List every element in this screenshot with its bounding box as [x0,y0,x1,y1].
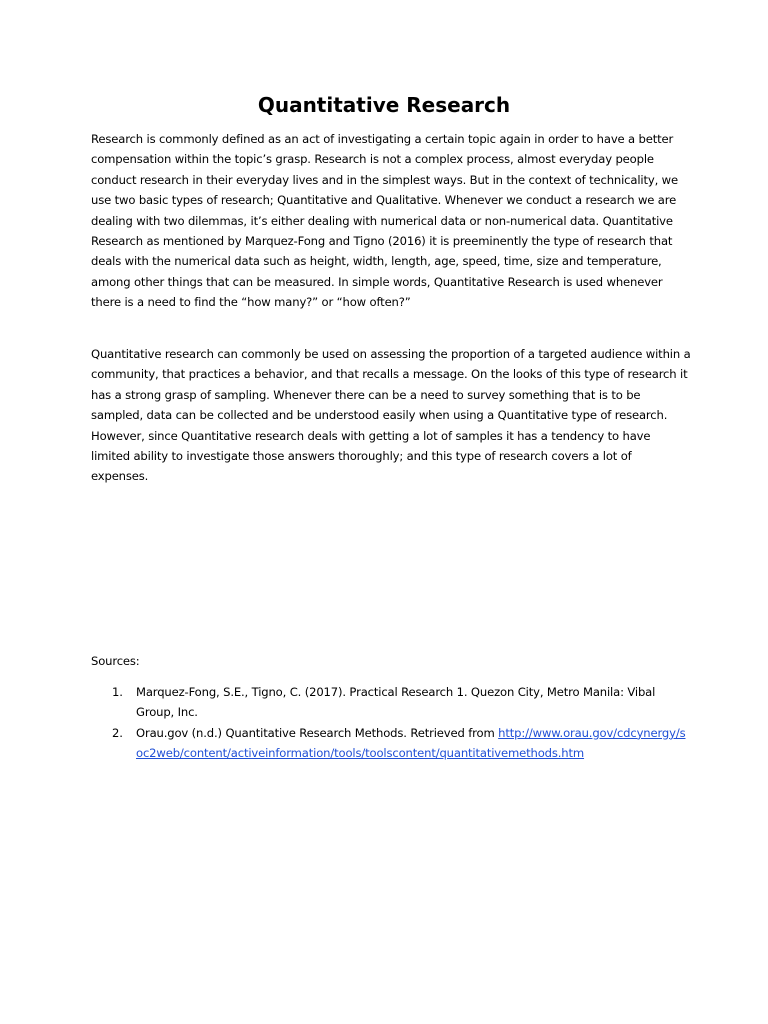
paragraph-intro: Research is commonly defined as an act of investigating a certain topic again in order to have a better compensation within the topic’s grasp. Research is not a complex process, almost everyday people conduct research in their everyday lives and in the simplest ways. But in the context of technicality, we use two basic types of research; Quantitative and Qualitative. Whenever we conduct a research we are dealing with two dilemmas, it’s either dealing with numerical data or non-numerical data. Quantitative Research as mentioned by Marquez-Fong and Tigno (2016) it is preeminently the type of research that deals with the numerical data such as height, width, length, age, speed, time, size and temperature, among other things that can be measured. In simple words, Quantitative Research is used whenever there is a need to find the “how many?” or “how often?” [91,132,678,310]
source-number: 1. [112,685,123,699]
sources-heading: Sources: [91,654,140,668]
source-item [91,682,691,723]
source-citation: Orau.gov (n.d.) Quantitative Research Methods. Retrieved from [136,725,495,740]
paragraph-uses: Quantitative research can commonly be used on assessing the proportion of a targeted audience within a community, that practices a behavior, and that recalls a message. On the looks of this type of research it has a strong grasp of sampling. Whenever there can be a need to survey something that is to be sampled, data can be collected and be understood easily when using a Quantitative type of research. However, since Quantitative research deals with getting a lot of samples it has a tendency to have limited ability to investigate those answers thoroughly; and this type of research covers a lot of expenses. [91,347,691,484]
page-title: Quantitative Research [257,93,511,117]
sources-list [91,682,691,764]
source-citation: Marquez-Fong, S.E., Tigno, C. (2017). Practical Research 1. Quezon City, Metro Manila: Vibal Group, Inc. [136,685,656,720]
source-number: 2. [112,725,123,740]
source-item [91,723,691,764]
source-link[interactable]: http://www.orau.gov/cdcynergy/soc2web/content/activeinformation/tools/toolscontent/quantitativemethods.htm [136,725,686,761]
